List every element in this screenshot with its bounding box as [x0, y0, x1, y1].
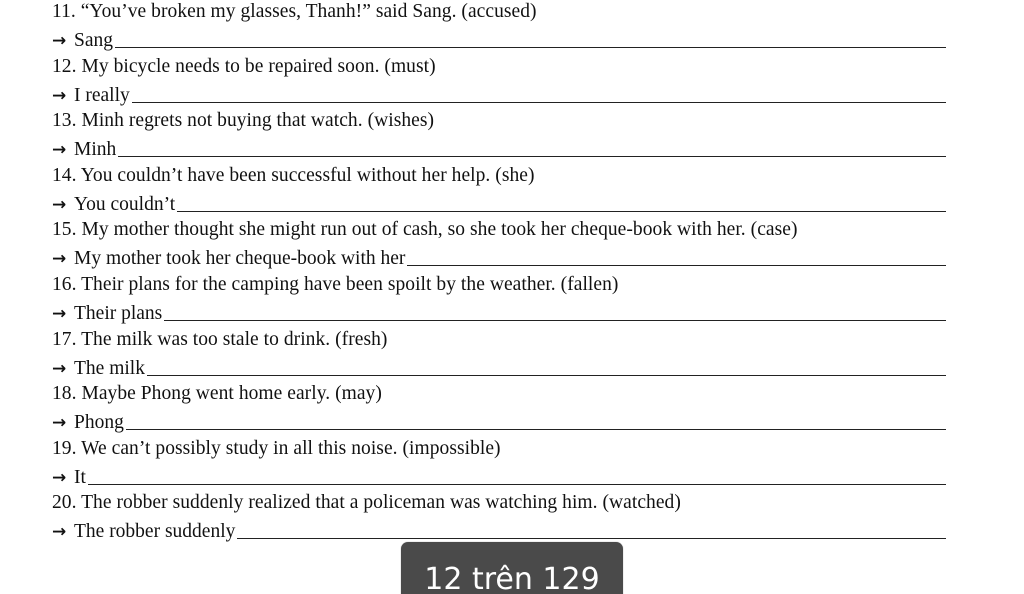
exercise-item-18: [52, 382, 952, 437]
exercise-list: [52, 0, 952, 546]
arrow-right-icon: →: [52, 85, 67, 106]
question-text: 14. You couldn’t have been successful without her help. (she): [52, 164, 535, 186]
answer-blank: [237, 537, 946, 539]
exercise-item-12: [52, 55, 952, 110]
answer-line: [52, 83, 946, 107]
question-text: 17. The milk was too stale to drink. (fresh): [52, 328, 388, 350]
arrow-right-icon: →: [52, 31, 67, 51]
arrow-right-icon: →: [52, 522, 67, 543]
exercise-item-15: [52, 218, 952, 273]
arrow-right-icon: →: [52, 303, 67, 324]
answer-line: [52, 410, 946, 434]
answer-line: [52, 356, 946, 380]
answer-line: [52, 137, 946, 161]
page-number-indicator: 12 trên 129: [401, 542, 623, 594]
answer-blank: [115, 46, 946, 48]
exercise-item-14: [52, 164, 952, 219]
exercise-item-20: [52, 491, 952, 546]
question-text: 19. We can’t possibly study in all this noise. (impossible): [52, 437, 501, 459]
question-text: 12. My bicycle needs to be repaired soon. (must): [52, 55, 436, 77]
answer-line: [52, 519, 946, 543]
answer-prompt: Their plans: [74, 302, 163, 324]
answer-prompt: The robber suddenly: [74, 521, 236, 543]
answer-prompt: The milk: [74, 357, 145, 379]
arrow-right-icon: →: [52, 249, 67, 270]
answer-prompt: Phong: [74, 412, 124, 434]
answer-prompt: You couldn’t: [74, 193, 176, 215]
answer-prompt: I really: [74, 84, 130, 106]
question-text: 16. Their plans for the camping have been spoilt by the weather. (fallen): [52, 273, 619, 295]
answer-line: [52, 192, 946, 216]
arrow-right-icon: →: [52, 413, 67, 434]
answer-blank: [164, 319, 946, 321]
exercise-item-17: [52, 328, 952, 383]
exercise-item-16: [52, 273, 952, 328]
answer-prompt: Minh: [74, 139, 117, 161]
question-text: 18. Maybe Phong went home early. (may): [52, 383, 382, 405]
arrow-right-icon: →: [52, 467, 67, 488]
answer-line: [52, 465, 946, 489]
answer-line: [52, 301, 946, 325]
answer-blank: [407, 264, 946, 266]
answer-line: [52, 246, 946, 270]
question-text: 13. Minh regrets not buying that watch. (wishes): [52, 110, 435, 132]
question-text: 11. “You’ve broken my glasses, Thanh!” said Sang. (accused): [52, 1, 537, 22]
exercise-item-11: [52, 0, 952, 55]
arrow-right-icon: →: [52, 358, 67, 379]
question-text: 15. My mother thought she might run out of cash, so she took her cheque-book with her. (case): [52, 219, 798, 241]
answer-line: [52, 28, 946, 52]
exercise-item-19: [52, 437, 952, 492]
answer-blank: [147, 374, 946, 376]
answer-blank: [177, 210, 946, 212]
answer-blank: [118, 155, 946, 157]
answer-prompt: Sang: [74, 30, 113, 51]
answer-prompt: My mother took her cheque-book with her: [74, 248, 406, 270]
arrow-right-icon: →: [52, 194, 67, 215]
arrow-right-icon: →: [52, 140, 67, 161]
question-text: 20. The robber suddenly realized that a policeman was watching him. (watched): [52, 492, 681, 514]
answer-blank: [126, 428, 946, 430]
exercise-item-13: [52, 109, 952, 164]
answer-prompt: It: [74, 466, 86, 488]
answer-blank: [132, 101, 946, 103]
answer-blank: [88, 483, 946, 485]
